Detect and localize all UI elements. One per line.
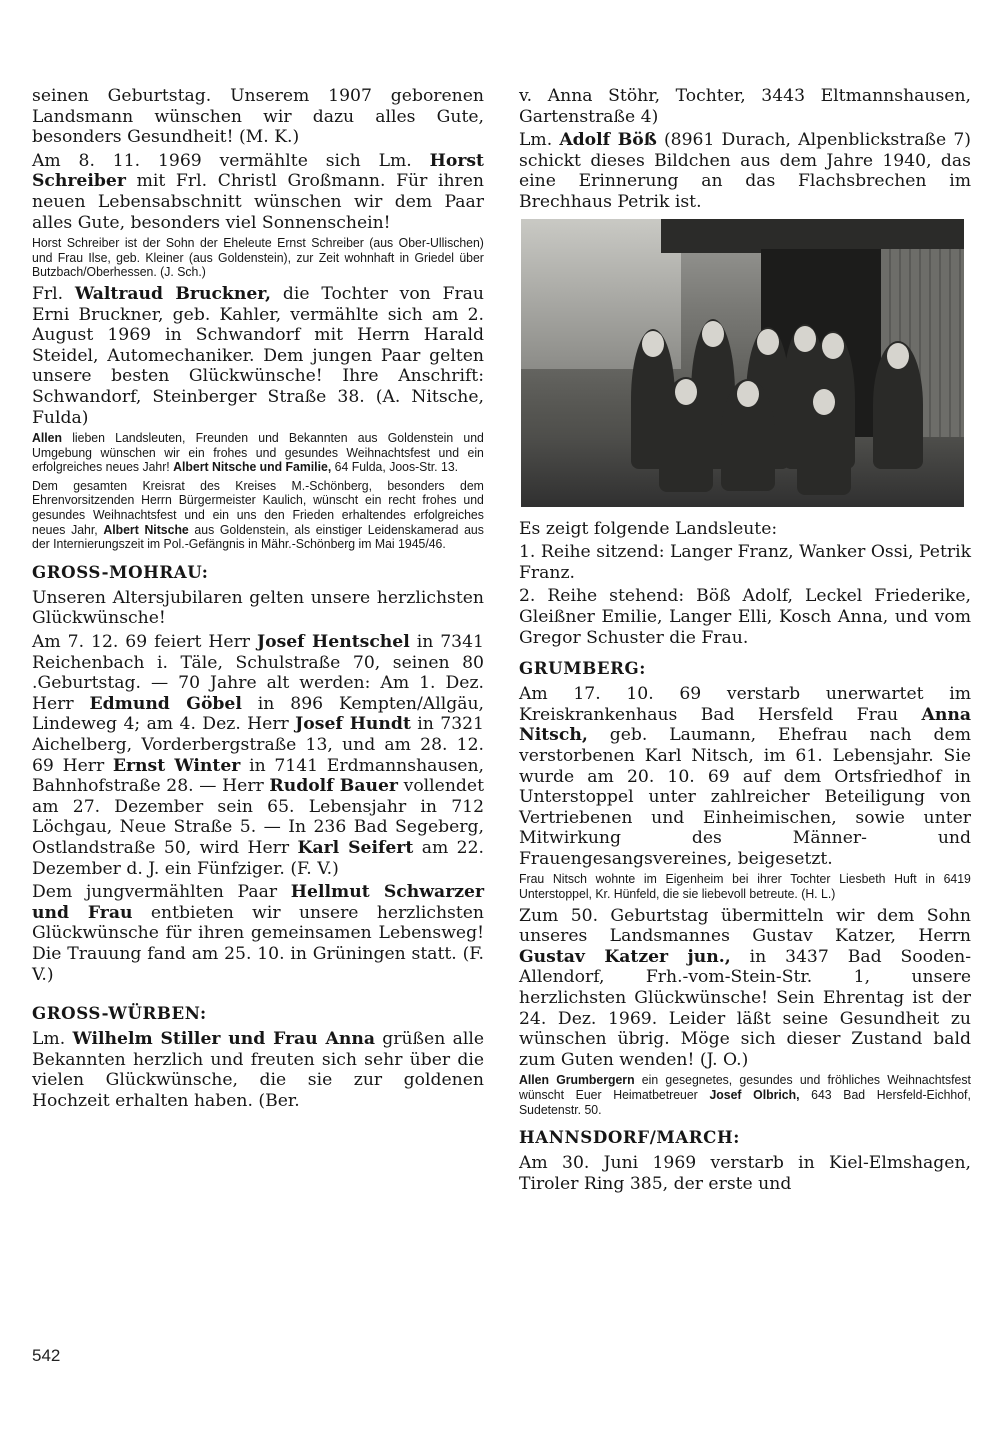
- paragraph: Lm. Wilhelm Stiller und Frau Anna grüßen alle Bekannten herzlich und freuten sich sehr über die vielen Glückwünsche, die sie zur goldenen Hochzeit erhalten haben. (Ber.: [32, 1029, 484, 1111]
- note: Allen lieben Landsleuten, Freunden und Bekannten aus Goldenstein und Umgebung wünschen wir ein frohes und gesundes Weihnachtsfest und ein erfolgreiches neues Jahr! Albert Nitsche und Familie, 64 Fulda, Joos-Str. 13.: [32, 430, 484, 475]
- paragraph: Am 8. 11. 1969 vermählte sich Lm. Horst Schreiber mit Frl. Christl Großmann. Für ihren neuen Lebensabschnitt wünschen wir dem Paar alles Gute, besonders viel Sonnenschein!: [32, 150, 484, 233]
- group-photo: [521, 219, 964, 507]
- paragraph: Frl. Waltraud Bruckner, die Tochter von Frau Erni Bruckner, geb. Kahler, vermählte sich am 2. August 1969 in Schwandorf mit Herrn Harald Steidel, Automechaniker. Dem jungen Paar gelten unsere besten Glückwünsche! Ihre Anschrift: Schwandorf, Steinberger Straße 38. (A. Nitsche, Fulda): [32, 283, 484, 428]
- note: Horst Schreiber ist der Sohn der Eheleute Ernst Schreiber (aus Ober-Ullischen) und Frau Ilse, geb. Kleiner (aus Goldenstein), zur Zeit wohnhaft in Griedel über Butzbach/Oberhessen. (J. Sch.): [32, 235, 484, 280]
- paragraph: 1. Reihe sitzend: Langer Franz, Wanker Ossi, Petrik Franz.: [519, 542, 971, 583]
- note: Frau Nitsch wohnte im Eigenheim bei ihrer Tochter Liesbeth Huft in 6419 Unterstoppel, Kr. Hünfeld, die sie liebevoll betreute. (H. L.): [519, 871, 971, 902]
- paragraph: seinen Geburtstag. Unserem 1907 geborenen Landsmann wünschen wir dazu alles Gute, besonders Gesundheit! (M. K.): [32, 86, 484, 148]
- paragraph: Am 7. 12. 69 feiert Herr Josef Hentschel in 7341 Reichenbach i. Täle, Schulstraße 70, seinen 80 .Geburtstag. — 70 Jahre alt werden: Am 1. Dez. Herr Edmund Göbel in 896 Kempten/Allgäu, Lindeweg 4; am 4. Dez. Herr Josef Hundt in 7321 Aichelberg, Vorderbergstraße 13, und am 28. 12. 69 Herr Ernst Winter in 7141 Erdmannshausen, Bahnhofstraße 28. — Herr Rudolf Bauer vollendet am 27. Dezember sein 65. Lebensjahr in 712 Löchgau, Neue Straße 5. — In 236 Bad Segeberg, Ostlandstraße 50, wird Herr Karl Seifert am 22. Dezember d. J. ein Fünfziger. (F. V.): [32, 632, 485, 879]
- page-number: 542: [32, 1346, 61, 1365]
- paragraph: v. Anna Stöhr, Tochter, 3443 Eltmannshausen, Gartenstraße 4): [519, 86, 971, 127]
- section-heading: GRUMBERG:: [519, 658, 646, 679]
- note: Allen Grumbergern ein gesegnetes, gesundes und fröhliches Weihnachtsfest wünscht Euer Heimatbetreuer Josef Olbrich, 643 Bad Hersfeld-Eichhof, Sudetenstr. 50.: [519, 1072, 971, 1117]
- paragraph: Am 17. 10. 69 verstarb unerwartet im Kreiskrankenhaus Bad Hersfeld Frau Anna Nitsch, geb. Laumann, Ehefrau nach dem verstorbenen Karl Nitsch, im 61. Lebensjahr. Sie wurde am 20. 10. 69 auf dem Ortsfriedhof in Unterstoppel unter zahlreicher Beteiligung von Vertriebenen und Einheimischen, sowie unter Mitwirkung des Männer- und Frauengesangsvereines, beigesetzt.: [519, 684, 971, 869]
- paragraph: Dem jungvermählten Paar Hellmut Schwarzer und Frau entbieten wir unsere herzlichsten Glückwünsche für ihren gemeinsamen Lebensweg! Die Trauung fand am 25. 10. in Grüningen statt. (F. V.): [32, 882, 484, 985]
- paragraph: 2. Reihe stehend: Böß Adolf, Leckel Friederike, Gleißner Emilie, Langer Elli, Kosch Anna, und vom Gregor Schuster die Frau.: [519, 586, 971, 648]
- section-heading: HANNSDORF/MARCH:: [519, 1127, 740, 1148]
- left-column: [32, 86, 484, 1115]
- paragraph: Am 30. Juni 1969 verstarb in Kiel-Elmshagen, Tiroler Ring 385, der erste und: [519, 1153, 971, 1194]
- paragraph: Lm. Adolf Böß (8961 Durach, Alpenblickstraße 7) schickt dieses Bildchen aus dem Jahre 1940, das eine Erinnerung an das Flachsbrechen im Brechhaus Petrik ist.: [519, 130, 971, 212]
- paragraph: Zum 50. Geburtstag übermitteln wir dem Sohn unseres Landsmannes Gustav Katzer, Herrn Gustav Katzer jun., in 3437 Bad Sooden-Allendorf, Frh.-vom-Stein-Str. 1, unsere herzlichsten Glückwünsche! Sein Ehrentag ist der 24. Dez. 1969. Leider läßt seine Gesundheit zu wünschen übrig. Möge sich dieser Zustand bald zum Guten wenden! (J. O.): [519, 905, 972, 1070]
- note: Dem gesamten Kreisrat des Kreises M.-Schönberg, besonders dem Ehrenvorsitzenden Herrn Bürgermeister Kaulich, wünscht ein recht frohes und gesundes Weihnachtsfest und ein uns den Frieden erhaltendes erfolgreiches neues Jahr, Albert Nitsche aus Goldenstein, als einstiger Leidenskamerad aus der Internierungszeit im Pol.-Gefängnis in Mähr.-Schönberg im Mai 1945/46.: [32, 477, 484, 552]
- section-heading: GROSS-WÜRBEN:: [32, 1003, 207, 1024]
- section-heading: GROSS-MOHRAU:: [32, 561, 209, 582]
- paragraph: Unseren Altersjubilaren gelten unsere herzlichsten Glückwünsche!: [32, 587, 484, 629]
- right-column: [519, 86, 971, 1197]
- paragraph: Es zeigt folgende Landsleute:: [519, 518, 778, 539]
